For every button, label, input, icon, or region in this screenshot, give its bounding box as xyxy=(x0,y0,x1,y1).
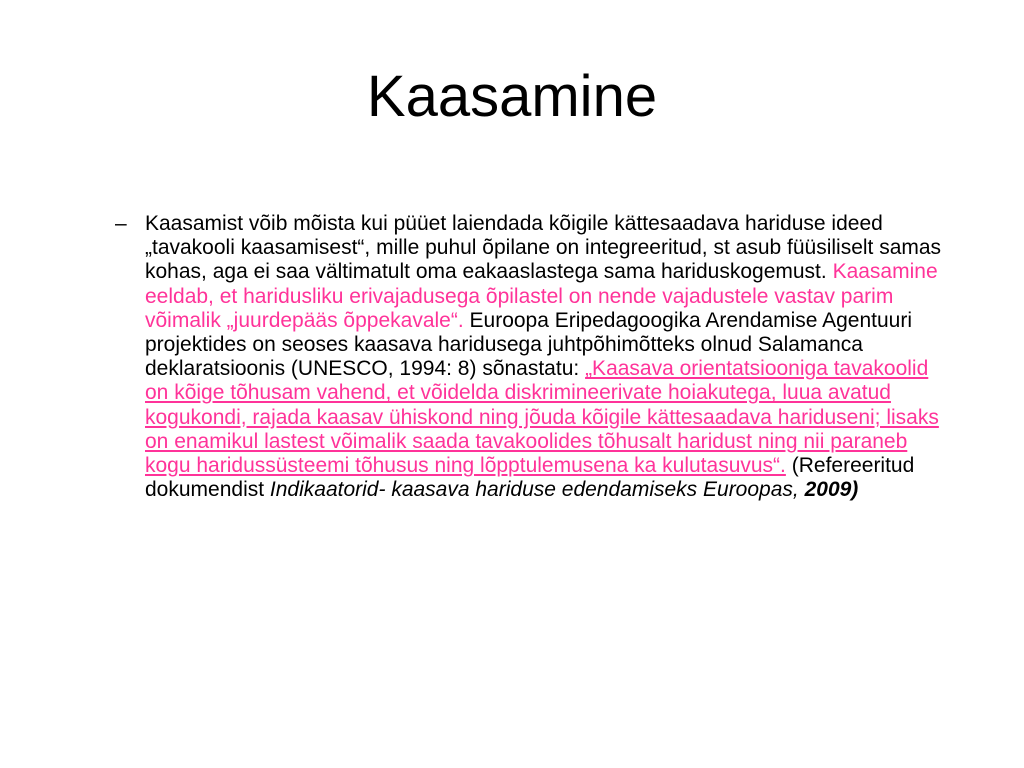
middle-text: Euroopa Eripedagoogika Arendamise Agentuuri projektides on seoses kaasava haridusega juhtpõhimõtteks olnud Salamanca deklaratsioonis (UNESCO, 1994: 8) sõnastatu: xyxy=(145,308,912,381)
quote-link[interactable]: „Kaasava orientatsiooniga tavakoolid on kõige tõhusam vahend, et võidelda diskrimineerivate hoiakutega, luua avatud kogukondi, rajada kaasav ühiskond ning jõuda kõigile kättesaadava hariduseni; lisaks on enamikul lastest võimalik saada tavakoolides tõhusalt haridust ning nii paraneb kogu haridussüsteemi tõhusus ning lõpptulemusena ka kulutasuvus“. xyxy=(145,357,939,478)
bullet-dash: – xyxy=(115,212,127,235)
reference-year: 2009) xyxy=(804,478,859,502)
slide-title: Kaasamine xyxy=(366,64,658,129)
reference-source: Indikaatorid- kaasava hariduse edendamiseks Euroopas, xyxy=(269,478,799,502)
intro-text: Kaasamist võib mõista kui püüet laiendada kõigile kättesaadava hariduse ideed „tavakooli kaasamisest“, mille puhul õpilane on integreeritud, st asub füüsiliselt samas kohas, aga ei saa vältimatult oma eakaaslastega sama hariduskogemust. xyxy=(145,212,942,284)
bullet-list xyxy=(115,212,950,502)
bullet-item xyxy=(115,212,950,502)
highlighted-text: Kaasamine eeldab, et haridusliku erivajadusega õpilastel on nende vajadustele vastav parim võimalik „juurdepääs õppekavale“. xyxy=(145,260,938,332)
reference-prefix: (Refereeritud dokumendist xyxy=(145,454,915,502)
